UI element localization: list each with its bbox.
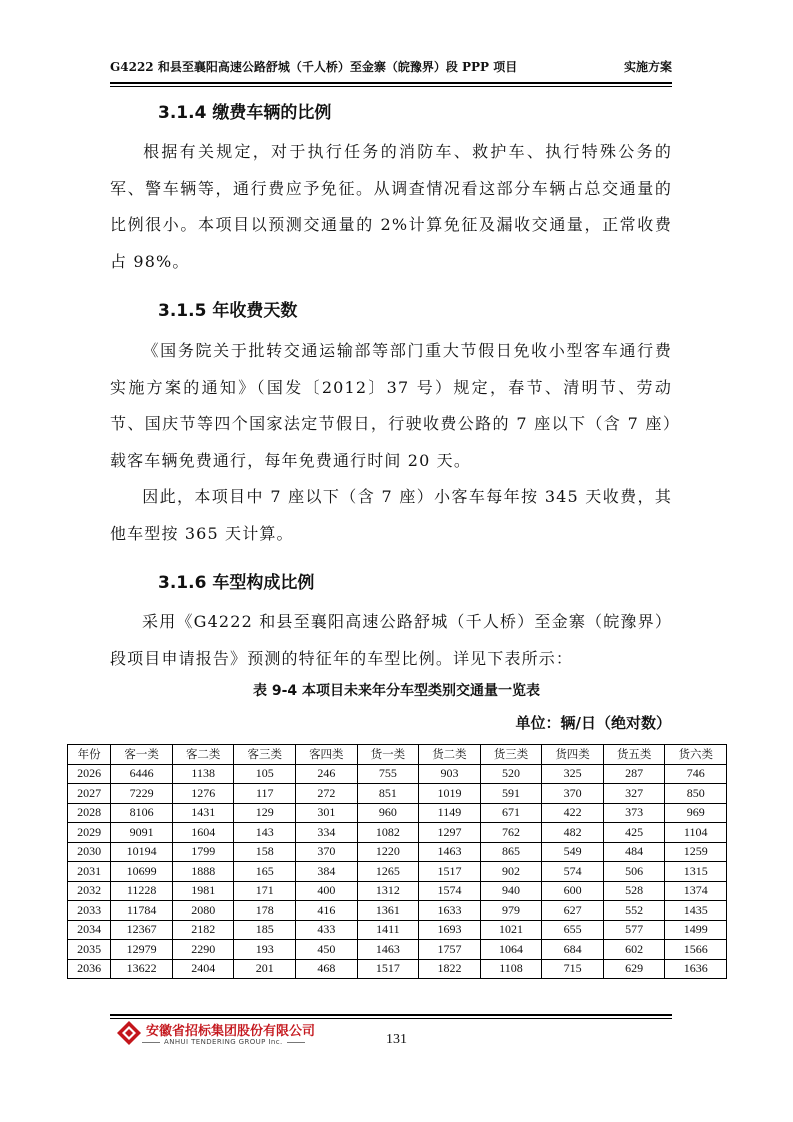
table-cell: 940 <box>480 881 542 901</box>
year-cell: 2026 <box>68 764 111 784</box>
table-caption: 表 9-4 本项目未来年分车型类别交通量一览表 <box>252 683 541 699</box>
table-cell: 549 <box>542 842 604 862</box>
table-cell: 484 <box>603 842 665 862</box>
table-cell: 552 <box>603 901 665 921</box>
table-cell: 902 <box>480 862 542 882</box>
table-cell: 105 <box>234 764 296 784</box>
section-heading-3-1-5: 3.1.5 年收费天数 <box>158 301 298 321</box>
table-body <box>68 764 727 979</box>
table-cell: 2182 <box>172 920 234 940</box>
year-cell: 2029 <box>68 823 111 843</box>
table-cell: 158 <box>234 842 296 862</box>
table-cell: 865 <box>480 842 542 862</box>
year-cell: 2032 <box>68 881 111 901</box>
table-cell: 1604 <box>172 823 234 843</box>
table-cell: 433 <box>296 920 358 940</box>
year-cell: 2035 <box>68 940 111 960</box>
column-header: 客四类 <box>296 745 358 765</box>
table-row <box>68 842 727 862</box>
section-heading-3-1-6: 3.1.6 车型构成比例 <box>158 573 315 593</box>
table-cell: 851 <box>357 784 419 804</box>
table-cell: 1374 <box>665 881 727 901</box>
table-row <box>68 959 727 979</box>
table-cell: 301 <box>296 803 358 823</box>
table-cell: 450 <box>296 940 358 960</box>
table-cell: 1633 <box>419 901 481 921</box>
table-cell: 482 <box>542 823 604 843</box>
table-cell: 506 <box>603 862 665 882</box>
table-cell: 1517 <box>419 862 481 882</box>
section-heading-3-1-4: 3.1.4 缴费车辆的比例 <box>158 103 332 123</box>
table-cell: 8106 <box>111 803 173 823</box>
table-cell: 1799 <box>172 842 234 862</box>
table-cell: 370 <box>542 784 604 804</box>
table-cell: 10699 <box>111 862 173 882</box>
table-cell: 1566 <box>665 940 727 960</box>
table-cell: 1297 <box>419 823 481 843</box>
table-row <box>68 901 727 921</box>
table-cell: 1757 <box>419 940 481 960</box>
table-cell: 755 <box>357 764 419 784</box>
table-cell: 1822 <box>419 959 481 979</box>
column-header: 货一类 <box>357 745 419 765</box>
table-row <box>68 881 727 901</box>
header-divider <box>110 82 672 84</box>
table-cell: 1636 <box>665 959 727 979</box>
table-cell: 193 <box>234 940 296 960</box>
year-cell: 2030 <box>68 842 111 862</box>
table-cell: 171 <box>234 881 296 901</box>
table-cell: 7229 <box>111 784 173 804</box>
table-cell: 627 <box>542 901 604 921</box>
table-cell: 1220 <box>357 842 419 862</box>
table-cell: 969 <box>665 803 727 823</box>
table-header-row <box>68 745 727 765</box>
table-cell: 2080 <box>172 901 234 921</box>
table-cell: 272 <box>296 784 358 804</box>
table-cell: 6446 <box>111 764 173 784</box>
table-cell: 425 <box>603 823 665 843</box>
table-cell: 1082 <box>357 823 419 843</box>
table-cell: 655 <box>542 920 604 940</box>
table-cell: 1312 <box>357 881 419 901</box>
table-cell: 370 <box>296 842 358 862</box>
traffic-volume-table <box>67 744 727 979</box>
column-header: 客一类 <box>111 745 173 765</box>
table-cell: 1574 <box>419 881 481 901</box>
table-cell: 325 <box>542 764 604 784</box>
header-divider-thin <box>110 86 672 87</box>
table-cell: 12367 <box>111 920 173 940</box>
table-cell: 1463 <box>419 842 481 862</box>
table-cell: 1265 <box>357 862 419 882</box>
table-cell: 201 <box>234 959 296 979</box>
table-cell: 246 <box>296 764 358 784</box>
table-cell: 416 <box>296 901 358 921</box>
table-cell: 287 <box>603 764 665 784</box>
table-cell: 602 <box>603 940 665 960</box>
table-cell: 850 <box>665 784 727 804</box>
table-cell: 327 <box>603 784 665 804</box>
table-cell: 1064 <box>480 940 542 960</box>
page-number: 131 <box>386 1032 407 1047</box>
table-cell: 13622 <box>111 959 173 979</box>
column-header: 货四类 <box>542 745 604 765</box>
table-cell: 143 <box>234 823 296 843</box>
company-name-en: ANHUI TENDERING GROUP Inc. <box>164 1038 283 1046</box>
table-cell: 12979 <box>111 940 173 960</box>
column-header: 年份 <box>68 745 111 765</box>
table-cell: 577 <box>603 920 665 940</box>
table-cell: 178 <box>234 901 296 921</box>
table-cell: 11228 <box>111 881 173 901</box>
column-header: 货六类 <box>665 745 727 765</box>
table-cell: 11784 <box>111 901 173 921</box>
table-cell: 1411 <box>357 920 419 940</box>
year-cell: 2027 <box>68 784 111 804</box>
table-cell: 1888 <box>172 862 234 882</box>
table-cell: 10194 <box>111 842 173 862</box>
table-cell: 591 <box>480 784 542 804</box>
table-cell: 1019 <box>419 784 481 804</box>
table-row <box>68 920 727 940</box>
table-cell: 1138 <box>172 764 234 784</box>
table-cell: 1108 <box>480 959 542 979</box>
table-cell: 1517 <box>357 959 419 979</box>
column-header: 客三类 <box>234 745 296 765</box>
table-cell: 384 <box>296 862 358 882</box>
table-row <box>68 803 727 823</box>
page-header <box>110 56 672 78</box>
paragraph: 因此，本项目中 7 座以下（含 7 座）小客车每年按 345 天收费，其他车型按 365 天计算。 <box>110 487 672 543</box>
footer-divider <box>110 1014 672 1016</box>
table-cell: 1021 <box>480 920 542 940</box>
table-cell: 334 <box>296 823 358 843</box>
table-cell: 117 <box>234 784 296 804</box>
table-cell: 1435 <box>665 901 727 921</box>
table-row <box>68 823 727 843</box>
year-cell: 2036 <box>68 959 111 979</box>
table-cell: 671 <box>480 803 542 823</box>
column-header: 货二类 <box>419 745 481 765</box>
table-cell: 1463 <box>357 940 419 960</box>
table-cell: 1315 <box>665 862 727 882</box>
table-row <box>68 862 727 882</box>
table-cell: 1276 <box>172 784 234 804</box>
table-cell: 129 <box>234 803 296 823</box>
table-cell: 165 <box>234 862 296 882</box>
footer-divider-thin <box>110 1018 672 1019</box>
table-cell: 2290 <box>172 940 234 960</box>
table-row <box>68 764 727 784</box>
table-cell: 903 <box>419 764 481 784</box>
company-name: 安徽省招标集团股份有限公司 <box>146 1024 316 1039</box>
year-cell: 2031 <box>68 862 111 882</box>
paragraph: 《国务院关于批转交通运输部等部门重大节假日免收小型客车通行费实施方案的通知》（国发〔2012〕37 号）规定，春节、清明节、劳动节、国庆节等四个国家法定节假日，行驶收费公路的 7 座以下（含 7 座）载客车辆免费通行，每年免费通行时间 20 天。 <box>110 341 672 470</box>
year-cell: 2028 <box>68 803 111 823</box>
column-header: 货五类 <box>603 745 665 765</box>
table-cell: 979 <box>480 901 542 921</box>
table-cell: 629 <box>603 959 665 979</box>
table-cell: 1693 <box>419 920 481 940</box>
year-cell: 2034 <box>68 920 111 940</box>
document-title: G4222 和县至襄阳高速公路舒城（千人桥）至金寨（皖豫界）段 PPP 项目 <box>110 60 518 74</box>
table-cell: 1259 <box>665 842 727 862</box>
paragraph: 根据有关规定，对于执行任务的消防车、救护车、执行特殊公务的军、警车辆等，通行费应予免征。从调查情况看这部分车辆占总交通量的比例很小。本项目以预测交通量的 2%计算免征及漏收交通量，正常收费占 98%。 <box>110 142 672 271</box>
table-cell: 1361 <box>357 901 419 921</box>
table-cell: 468 <box>296 959 358 979</box>
table-cell: 520 <box>480 764 542 784</box>
table-cell: 1981 <box>172 881 234 901</box>
paragraph: 采用《G4222 和县至襄阳高速公路舒城（千人桥）至金寨（皖豫界）段项目申请报告》预测的特征年的车型比例。详见下表所示： <box>110 612 672 668</box>
table-cell: 574 <box>542 862 604 882</box>
table-cell: 960 <box>357 803 419 823</box>
table-unit: 单位：辆/日（绝对数） <box>515 714 671 732</box>
table-cell: 746 <box>665 764 727 784</box>
table-row <box>68 784 727 804</box>
table-cell: 9091 <box>111 823 173 843</box>
table-cell: 1499 <box>665 920 727 940</box>
document-section: 实施方案 <box>623 60 672 74</box>
table-row <box>68 940 727 960</box>
table-cell: 762 <box>480 823 542 843</box>
table-cell: 1104 <box>665 823 727 843</box>
column-header: 客二类 <box>172 745 234 765</box>
table-cell: 1431 <box>172 803 234 823</box>
table-cell: 684 <box>542 940 604 960</box>
table-cell: 422 <box>542 803 604 823</box>
table-cell: 185 <box>234 920 296 940</box>
table-cell: 1149 <box>419 803 481 823</box>
table-cell: 2404 <box>172 959 234 979</box>
table-cell: 528 <box>603 881 665 901</box>
table-cell: 400 <box>296 881 358 901</box>
table-cell: 600 <box>542 881 604 901</box>
table-cell: 373 <box>603 803 665 823</box>
table-cell: 715 <box>542 959 604 979</box>
column-header: 货三类 <box>480 745 542 765</box>
year-cell: 2033 <box>68 901 111 921</box>
